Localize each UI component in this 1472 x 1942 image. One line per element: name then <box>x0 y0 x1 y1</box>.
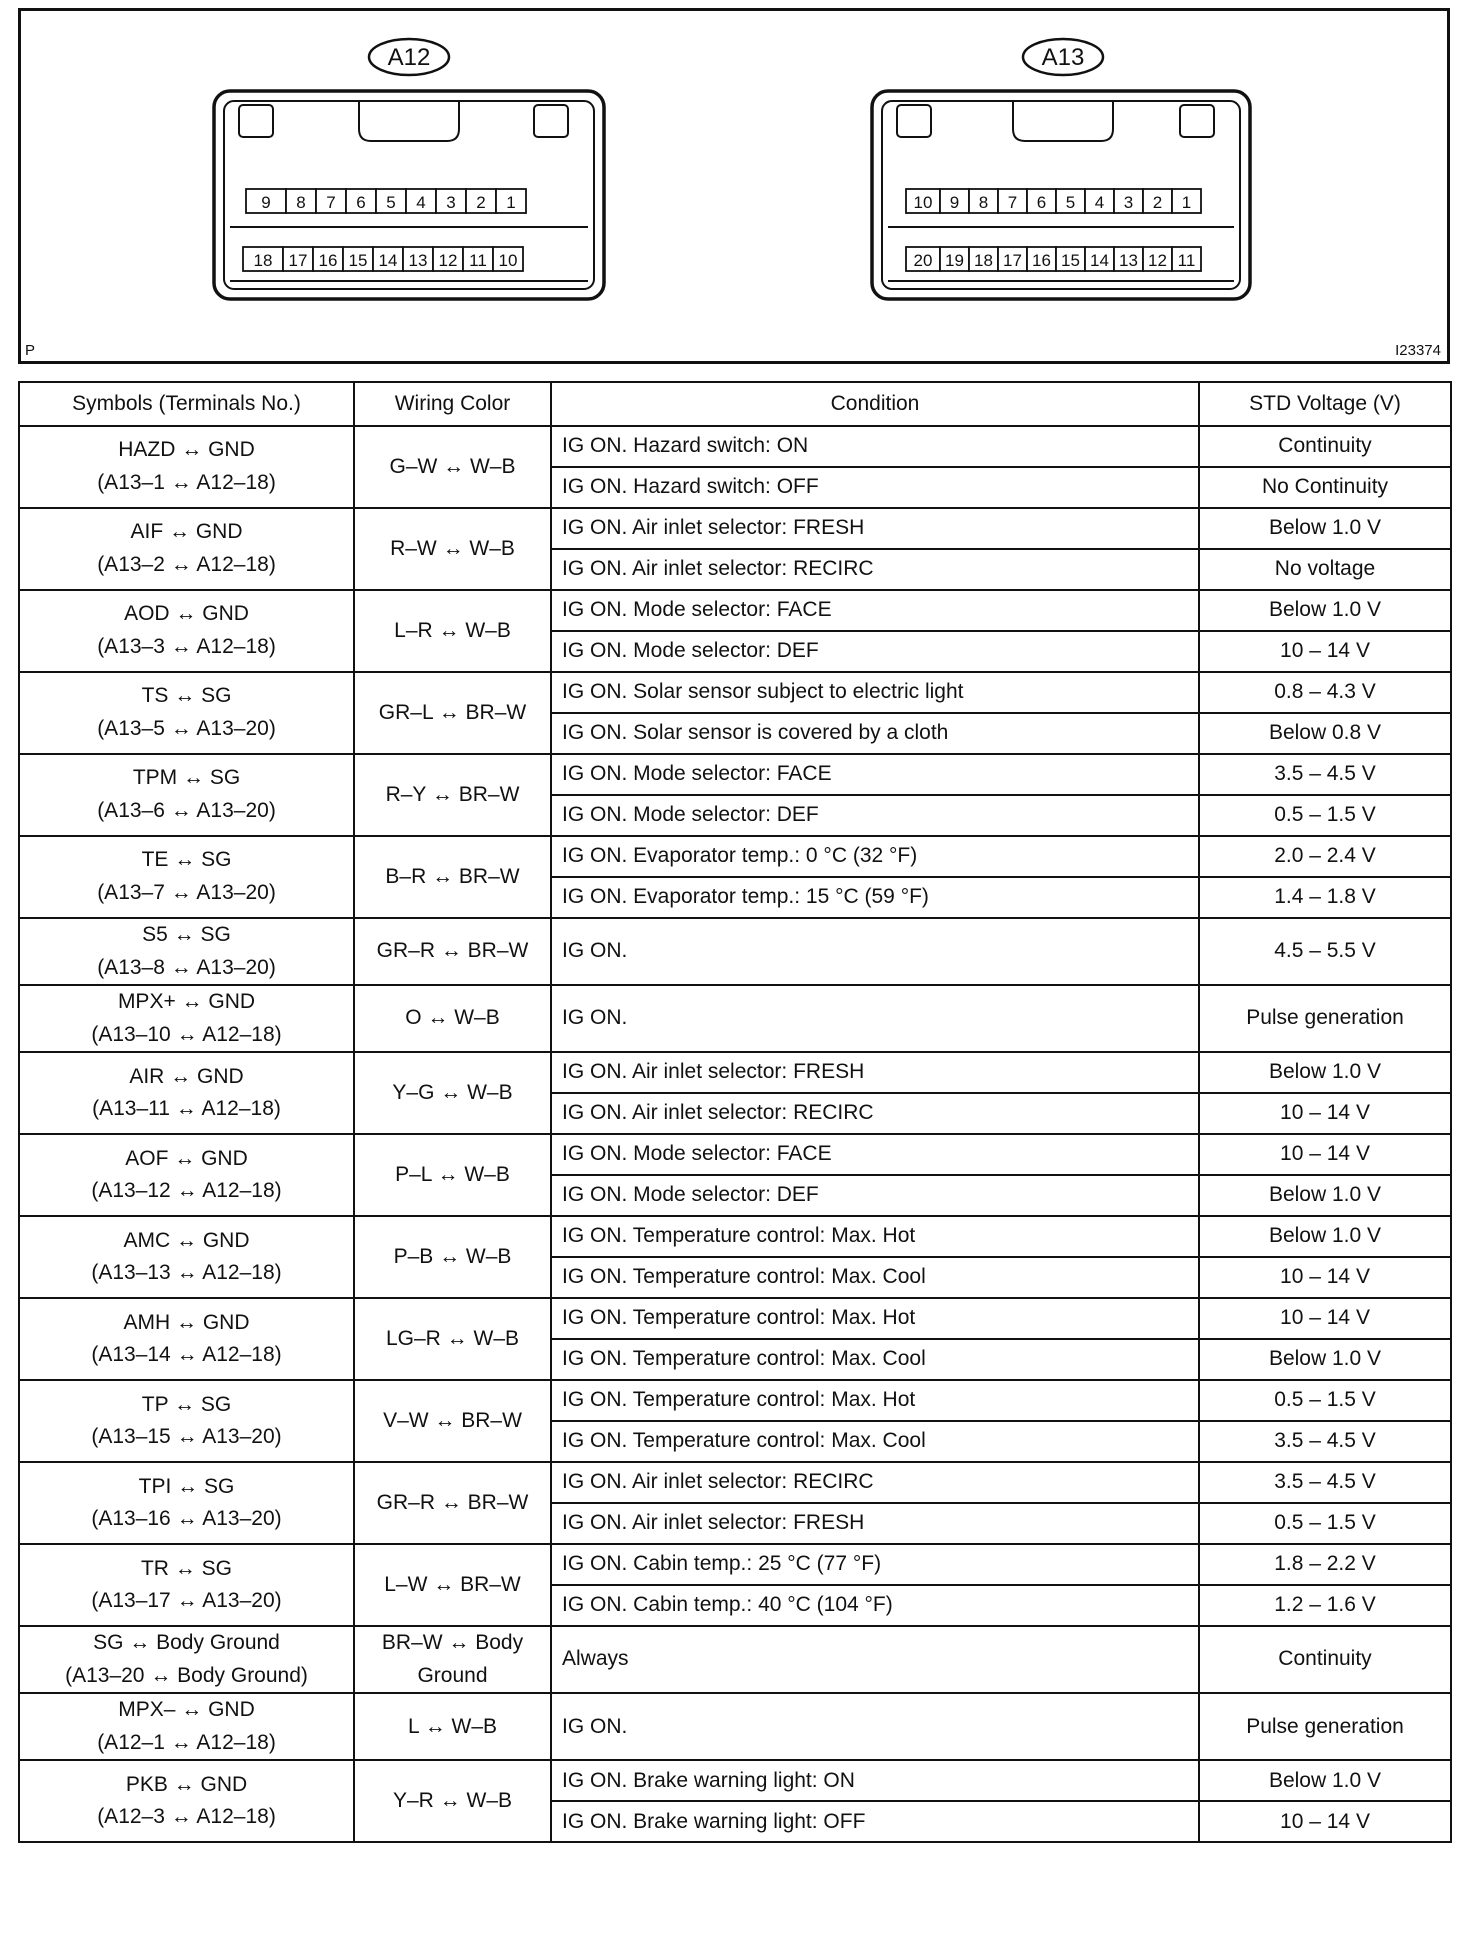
table-row <box>19 836 1451 877</box>
condition-cell: IG ON. Mode selector: FACE <box>551 1134 1199 1175</box>
wiring-color-cell: V–W ↔ BR–W <box>354 1380 551 1462</box>
wiring-color-cell: R–Y ↔ BR–W <box>354 754 551 836</box>
terminal-number: 9 <box>261 193 271 212</box>
terminal-number: 17 <box>288 251 308 270</box>
condition-cell: IG ON. Solar sensor is covered by a cloth <box>551 713 1199 754</box>
std-voltage-cell: 2.0 – 2.4 V <box>1199 836 1451 877</box>
condition-cell: IG ON. <box>551 918 1199 985</box>
terminal-number: 16 <box>318 251 338 270</box>
wiring-color-cell: GR–R ↔ BR–W <box>354 918 551 985</box>
condition-cell: IG ON. Air inlet selector: FRESH <box>551 508 1199 549</box>
table-row <box>19 1626 1451 1693</box>
condition-cell: IG ON. Mode selector: DEF <box>551 795 1199 836</box>
table-row <box>19 1216 1451 1257</box>
terminal-number: 18 <box>974 251 993 270</box>
terminal-number: 4 <box>1094 193 1105 212</box>
connector-latch <box>1013 101 1113 141</box>
signal-symbol: MPX– ↔ GND <box>118 1698 255 1722</box>
std-voltage-cell: 10 – 14 V <box>1199 1257 1451 1298</box>
terminal-number: 11 <box>1177 251 1196 270</box>
terminal-number: 7 <box>326 193 336 212</box>
std-voltage-cell: Below 1.0 V <box>1199 1760 1451 1801</box>
condition-cell: IG ON. Brake warning light: ON <box>551 1760 1199 1801</box>
wiring-color-cell: GR–L ↔ BR–W <box>354 672 551 754</box>
header-std-voltage: STD Voltage (V) <box>1199 382 1451 426</box>
std-voltage-cell: 10 – 14 V <box>1199 1298 1451 1339</box>
connector-key <box>239 105 273 137</box>
symbol-cell <box>19 1380 354 1462</box>
table-row <box>19 1298 1451 1339</box>
std-voltage-cell: 0.5 – 1.5 V <box>1199 1380 1451 1421</box>
wiring-color-cell: P–B ↔ W–B <box>354 1216 551 1298</box>
symbol-cell <box>19 1216 354 1298</box>
table-row <box>19 426 1451 467</box>
condition-cell: IG ON. Hazard switch: OFF <box>551 467 1199 508</box>
terminal-numbers: (A12–1 ↔ A12–18) <box>97 1730 276 1754</box>
std-voltage-cell: 1.2 – 1.6 V <box>1199 1585 1451 1626</box>
condition-cell: IG ON. Hazard switch: ON <box>551 426 1199 467</box>
condition-cell: IG ON. Air inlet selector: FRESH <box>551 1503 1199 1544</box>
terminal-number: 1 <box>506 193 516 212</box>
connector-label: A13 <box>1041 44 1085 71</box>
wiring-color-cell: BR–W ↔ Body Ground <box>354 1626 551 1693</box>
std-voltage-cell: Pulse generation <box>1199 985 1451 1052</box>
terminal-number: 3 <box>446 193 456 212</box>
terminal-number: 8 <box>978 193 989 212</box>
connector-key <box>897 105 931 137</box>
wiring-color-cell: P–L ↔ W–B <box>354 1134 551 1216</box>
condition-cell: IG ON. Temperature control: Max. Hot <box>551 1298 1199 1339</box>
std-voltage-cell: Pulse generation <box>1199 1693 1451 1760</box>
std-voltage-cell: 0.5 – 1.5 V <box>1199 1503 1451 1544</box>
condition-cell: IG ON. Temperature control: Max. Cool <box>551 1339 1199 1380</box>
terminal-number: 10 <box>913 193 933 212</box>
symbol-cell <box>19 1544 354 1626</box>
symbol-cell <box>19 918 354 985</box>
symbol-cell <box>19 1626 354 1693</box>
std-voltage-cell: 10 – 14 V <box>1199 1134 1451 1175</box>
condition-cell: IG ON. <box>551 985 1199 1052</box>
wiring-color-cell: GR–R ↔ BR–W <box>354 1462 551 1544</box>
wiring-color-cell: B–R ↔ BR–W <box>354 836 551 918</box>
terminal-numbers: (A13–1 ↔ A12–18) <box>97 471 276 494</box>
terminal-number: 6 <box>1036 193 1047 212</box>
terminal-number: 14 <box>1090 251 1109 270</box>
terminal-numbers: (A13–6 ↔ A13–20) <box>97 799 276 822</box>
condition-cell: IG ON. Evaporator temp.: 0 °C (32 °F) <box>551 836 1199 877</box>
std-voltage-cell: Below 1.0 V <box>1199 1339 1451 1380</box>
condition-cell: IG ON. Cabin temp.: 40 °C (104 °F) <box>551 1585 1199 1626</box>
std-voltage-cell: Below 1.0 V <box>1199 1052 1451 1093</box>
terminal-number: 4 <box>416 193 426 212</box>
symbol-cell <box>19 985 354 1052</box>
symbol-cell <box>19 1298 354 1380</box>
symbol-cell <box>19 1760 354 1842</box>
wiring-color-cell: L–R ↔ W–B <box>354 590 551 672</box>
terminal-number: 18 <box>253 251 273 270</box>
terminal-numbers: (A13–13 ↔ A12–18) <box>91 1261 282 1285</box>
signal-symbol: AIF ↔ GND <box>130 520 243 544</box>
terminal-numbers: (A13–15 ↔ A13–20) <box>91 1425 282 1449</box>
signal-symbol: AOF ↔ GND <box>125 1146 248 1170</box>
terminal-number: 12 <box>438 251 458 270</box>
std-voltage-cell: No Continuity <box>1199 467 1451 508</box>
symbol-cell <box>19 590 354 672</box>
terminal-number: 8 <box>296 193 306 212</box>
wiring-color-cell: G–W ↔ W–B <box>354 426 551 508</box>
terminal-numbers: (A13–7 ↔ A13–20) <box>97 881 276 904</box>
std-voltage-cell: Below 1.0 V <box>1199 590 1451 631</box>
condition-cell: IG ON. <box>551 1693 1199 1760</box>
connector-drawing <box>21 11 1447 361</box>
signal-symbol: TPI ↔ SG <box>138 1474 235 1498</box>
condition-cell: IG ON. Air inlet selector: FRESH <box>551 1052 1199 1093</box>
signal-symbol: AMC ↔ GND <box>123 1228 250 1252</box>
table-row <box>19 1544 1451 1585</box>
terminal-numbers: (A13–14 ↔ A12–18) <box>91 1343 282 1367</box>
table-row <box>19 1380 1451 1421</box>
figure-id: I23374 <box>1395 342 1441 359</box>
terminal-number: 19 <box>945 251 964 270</box>
table-row <box>19 1052 1451 1093</box>
condition-cell: IG ON. Brake warning light: OFF <box>551 1801 1199 1842</box>
std-voltage-cell: 4.5 – 5.5 V <box>1199 918 1451 985</box>
std-voltage-cell: 10 – 14 V <box>1199 1093 1451 1134</box>
std-voltage-cell: 0.5 – 1.5 V <box>1199 795 1451 836</box>
terminal-numbers: (A13–11 ↔ A12–18) <box>92 1097 281 1121</box>
terminal-numbers: (A13–10 ↔ A12–18) <box>91 1022 282 1046</box>
terminal-number: 11 <box>469 251 487 270</box>
terminal-numbers: (A13–16 ↔ A13–20) <box>91 1507 282 1531</box>
condition-cell: IG ON. Temperature control: Max. Cool <box>551 1257 1199 1298</box>
terminal-number: 15 <box>1061 251 1080 270</box>
std-voltage-cell: Below 1.0 V <box>1199 1175 1451 1216</box>
condition-cell: IG ON. Solar sensor subject to electric light <box>551 672 1199 713</box>
condition-cell: IG ON. Mode selector: FACE <box>551 590 1199 631</box>
condition-cell: Always <box>551 1626 1199 1693</box>
wiring-color-cell: Y–G ↔ W–B <box>354 1052 551 1134</box>
header-condition: Condition <box>551 382 1199 426</box>
terminal-number: 16 <box>1032 251 1051 270</box>
condition-cell: IG ON. Air inlet selector: RECIRC <box>551 1093 1199 1134</box>
table-row <box>19 672 1451 713</box>
std-voltage-cell: 3.5 – 4.5 V <box>1199 1421 1451 1462</box>
connector-key <box>1180 105 1214 137</box>
terminal-numbers: (A12–3 ↔ A12–18) <box>97 1805 276 1829</box>
terminal-numbers: (A13–20 ↔ Body Ground) <box>65 1663 308 1687</box>
terminal-number: 9 <box>949 193 960 212</box>
wiring-color-cell: Y–R ↔ W–B <box>354 1760 551 1842</box>
terminal-numbers: (A13–2 ↔ A12–18) <box>97 553 276 576</box>
table-row <box>19 1693 1451 1760</box>
std-voltage-cell: 10 – 14 V <box>1199 1801 1451 1842</box>
std-voltage-cell: Continuity <box>1199 426 1451 467</box>
condition-cell: IG ON. Mode selector: DEF <box>551 1175 1199 1216</box>
condition-cell: IG ON. Temperature control: Max. Cool <box>551 1421 1199 1462</box>
terminal-number: 1 <box>1181 193 1192 212</box>
signal-symbol: TR ↔ SG <box>140 1556 232 1580</box>
symbol-cell <box>19 1052 354 1134</box>
symbol-cell <box>19 1462 354 1544</box>
std-voltage-cell: Below 0.8 V <box>1199 713 1451 754</box>
condition-cell: IG ON. Evaporator temp.: 15 °C (59 °F) <box>551 877 1199 918</box>
std-voltage-cell: 3.5 – 4.5 V <box>1199 1462 1451 1503</box>
table-row <box>19 985 1451 1052</box>
signal-symbol: PKB ↔ GND <box>125 1772 248 1796</box>
signal-symbol: SG ↔ Body Ground <box>93 1631 280 1655</box>
terminal-number: 14 <box>378 251 398 270</box>
terminal-number: 5 <box>386 193 396 212</box>
std-voltage-cell: 1.4 – 1.8 V <box>1199 877 1451 918</box>
symbol-cell <box>19 426 354 508</box>
terminal-numbers: (A13–3 ↔ A12–18) <box>97 635 276 658</box>
signal-symbol: AMH ↔ GND <box>123 1310 250 1334</box>
condition-cell: IG ON. Temperature control: Max. Hot <box>551 1216 1199 1257</box>
condition-cell: IG ON. Cabin temp.: 25 °C (77 °F) <box>551 1544 1199 1585</box>
table-row <box>19 508 1451 549</box>
symbol-cell <box>19 1134 354 1216</box>
signal-symbol: HAZD ↔ GND <box>118 438 255 462</box>
header-wiring-color: Wiring Color <box>354 382 551 426</box>
symbol-cell <box>19 754 354 836</box>
table-row <box>19 1134 1451 1175</box>
signal-symbol: AOD ↔ GND <box>124 602 249 626</box>
table-row <box>19 590 1451 631</box>
signal-symbol: AIR ↔ GND <box>129 1064 244 1088</box>
signal-symbol: S5 ↔ SG <box>142 923 231 946</box>
std-voltage-cell: Below 1.0 V <box>1199 508 1451 549</box>
condition-cell: IG ON. Air inlet selector: RECIRC <box>551 549 1199 590</box>
std-voltage-cell: No voltage <box>1199 549 1451 590</box>
signal-symbol: MPX+ ↔ GND <box>117 990 256 1014</box>
terminal-number: 5 <box>1065 193 1076 212</box>
std-voltage-cell: 10 – 14 V <box>1199 631 1451 672</box>
table-row <box>19 754 1451 795</box>
connector-label: A12 <box>387 44 431 71</box>
table-row <box>19 918 1451 985</box>
terminal-number: 7 <box>1007 193 1018 212</box>
symbol-cell <box>19 508 354 590</box>
terminal-numbers: (A13–5 ↔ A13–20) <box>97 717 276 740</box>
terminal-numbers: (A13–8 ↔ A13–20) <box>97 955 276 979</box>
wiring-color-cell: R–W ↔ W–B <box>354 508 551 590</box>
std-voltage-cell: Continuity <box>1199 1626 1451 1693</box>
condition-cell: IG ON. Mode selector: DEF <box>551 631 1199 672</box>
wiring-color-cell: LG–R ↔ W–B <box>354 1298 551 1380</box>
symbol-cell <box>19 836 354 918</box>
terminal-number: 13 <box>408 251 428 270</box>
connector-latch <box>359 101 459 141</box>
terminal-number: 15 <box>348 251 368 270</box>
inspection-table-wrap <box>18 381 1450 1843</box>
header-symbols: Symbols (Terminals No.) <box>19 382 354 426</box>
table-body <box>19 426 1451 1842</box>
terminal-numbers: (A13–12 ↔ A12–18) <box>91 1179 282 1203</box>
terminal-number: 6 <box>356 193 366 212</box>
connector-diagram <box>18 8 1450 364</box>
std-voltage-cell: 1.8 – 2.2 V <box>1199 1544 1451 1585</box>
table-header-row <box>19 382 1451 426</box>
std-voltage-cell: 0.8 – 4.3 V <box>1199 672 1451 713</box>
inspection-table <box>18 381 1452 1843</box>
std-voltage-cell: Below 1.0 V <box>1199 1216 1451 1257</box>
terminal-number: 20 <box>913 251 933 270</box>
signal-symbol: TP ↔ SG <box>141 1392 232 1416</box>
connector-key <box>534 105 568 137</box>
condition-cell: IG ON. Air inlet selector: RECIRC <box>551 1462 1199 1503</box>
signal-symbol: TPM ↔ SG <box>132 766 241 790</box>
terminal-numbers: (A13–17 ↔ A13–20) <box>91 1589 282 1613</box>
terminal-number: 2 <box>476 193 486 212</box>
terminal-number: 3 <box>1123 193 1134 212</box>
terminal-number: 2 <box>1152 193 1163 212</box>
condition-cell: IG ON. Mode selector: FACE <box>551 754 1199 795</box>
std-voltage-cell: 3.5 – 4.5 V <box>1199 754 1451 795</box>
corner-label: P <box>25 342 36 359</box>
signal-symbol: TS ↔ SG <box>141 684 232 708</box>
terminal-number: 10 <box>498 251 518 270</box>
table-row <box>19 1462 1451 1503</box>
condition-cell: IG ON. Temperature control: Max. Hot <box>551 1380 1199 1421</box>
wiring-color-cell: L ↔ W–B <box>354 1693 551 1760</box>
symbol-cell <box>19 672 354 754</box>
table-row <box>19 1760 1451 1801</box>
wiring-color-cell: O ↔ W–B <box>354 985 551 1052</box>
wiring-color-cell: L–W ↔ BR–W <box>354 1544 551 1626</box>
signal-symbol: TE ↔ SG <box>141 848 232 872</box>
terminal-number: 13 <box>1119 251 1138 270</box>
terminal-number: 12 <box>1148 251 1167 270</box>
terminal-number: 17 <box>1003 251 1022 270</box>
symbol-cell <box>19 1693 354 1760</box>
